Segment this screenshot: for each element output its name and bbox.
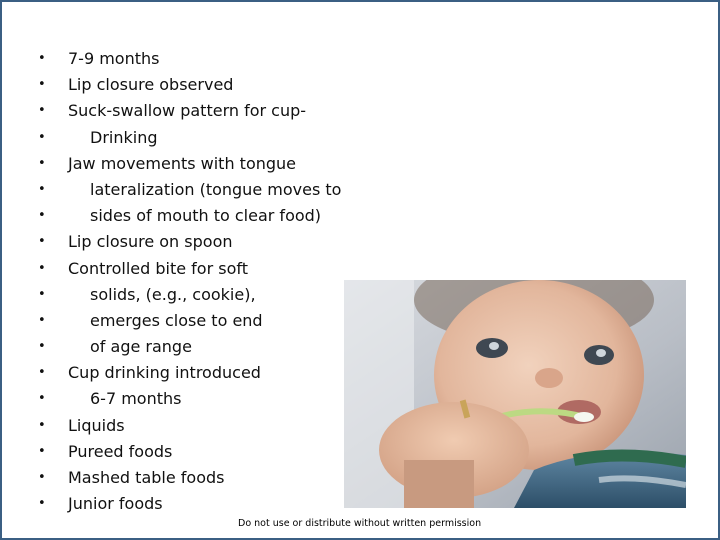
bullet-icon: • xyxy=(38,181,46,197)
bullet-icon: • xyxy=(38,51,46,66)
bullet-text: Lip closure observed xyxy=(68,75,234,95)
photo-illustration xyxy=(344,280,686,508)
bullet-icon: • xyxy=(38,155,46,171)
bullet-text: Suck-swallow pattern for cup- xyxy=(68,101,307,121)
bullet-icon: • xyxy=(38,417,46,433)
baby-eating-photo xyxy=(344,280,686,508)
bullet-icon: • xyxy=(38,208,46,224)
bullet-text: sides of mouth to clear food) xyxy=(90,206,322,226)
bullet-icon: • xyxy=(38,443,46,459)
bullet-text: emerges close to end xyxy=(90,310,263,330)
bullet-icon: • xyxy=(38,339,46,355)
bullet-icon: • xyxy=(38,365,46,381)
bullet-text: Mashed table foods xyxy=(68,468,225,487)
bullet-icon: • xyxy=(38,312,46,328)
bullet-icon: • xyxy=(38,391,46,407)
bullet-icon: • xyxy=(38,77,46,93)
bullet-text: Cup drinking introduced xyxy=(68,363,261,383)
bullet-text: 6-7 months xyxy=(90,389,182,409)
bullet-text: lateralization (tongue moves to xyxy=(90,179,342,199)
bullet-icon: • xyxy=(38,286,46,302)
bullet-text: 7-9 months xyxy=(68,49,160,68)
bullet-text: Jaw movements with tongue xyxy=(68,153,297,173)
bullet-text: Controlled bite for soft xyxy=(68,258,249,278)
bullet-icon: • xyxy=(38,103,46,119)
bullet-icon: • xyxy=(38,470,46,485)
bullet-text: Junior foods xyxy=(68,494,163,514)
bullet-icon: • xyxy=(38,129,46,145)
bullet-text: solids, (e.g., cookie), xyxy=(90,284,256,304)
bullet-text: Drinking xyxy=(90,127,158,147)
bullet-text: of age range xyxy=(90,337,192,357)
bullet-text: Pureed foods xyxy=(68,441,173,461)
footer-notice: Do not use or distribute without written permission xyxy=(238,518,482,529)
bullet-icon: • xyxy=(38,496,46,512)
bullet-text: Liquids xyxy=(68,415,125,435)
bullet-icon: • xyxy=(38,234,46,250)
bullet-text: Lip closure on spoon xyxy=(68,232,233,252)
bullet-icon: • xyxy=(38,260,46,276)
